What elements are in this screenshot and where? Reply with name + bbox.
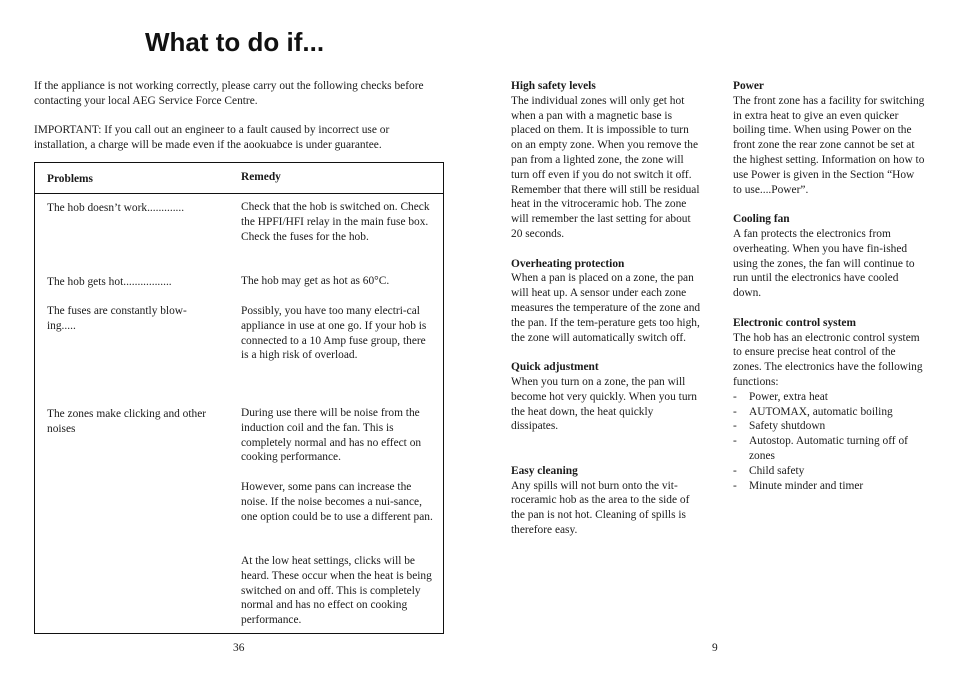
table-header <box>35 163 443 194</box>
remedy-cell: However, some pans can increase the noise. If the noise becomes a nui-sance, one option could be to use a different pan. <box>241 481 433 523</box>
list-item: - Minute minder and timer <box>733 479 925 494</box>
section-heading: Power <box>733 80 764 92</box>
section-text: The front zone has a facility for switching in extra heat to give an even quicker boiling time. When using Power on the front zone the rear zone cannot be set at the highest setting. Information on how to use Power is given in the Section “How to use....Power”. <box>733 94 925 196</box>
list-item: - AUTOMAX, automatic boiling <box>733 405 925 420</box>
problem-cell: The fuses are constantly blow-ing..... <box>47 305 187 332</box>
section-text: The hob has an electronic control system to ensure precise heat control of the zones. The electronics have the following functions: <box>733 331 923 388</box>
important-notice: IMPORTANT: If you call out an engineer to a fault caused by incorrect use or installation, a charge will be made even if the aookuabce is under guarantee. <box>34 124 390 151</box>
section-electronic-control <box>733 316 925 494</box>
section-text: Any spills will not burn onto the vit-roceramic hob as the area to the side of the pan is not hot. Cleaning of spills is therefore easy. <box>511 479 690 536</box>
page-number-right: 9 <box>712 642 718 654</box>
function-list <box>733 390 925 494</box>
section-safety <box>511 79 701 242</box>
section-heading: Quick adjustment <box>511 361 599 374</box>
remedy-cell: Possibly, you have too many electri-cal appliance in use at one go. If your hob is connected to a 10 Amp fuse group, there is a high risk of overload. <box>241 305 427 362</box>
section-heading: High safety levels <box>511 80 596 92</box>
section-text: A fan protects the electronics from overheating. When you have fin-ished using the zones, the fan will continue to run until the electronics have cooled down. <box>733 227 915 300</box>
page-title: What to do if... <box>145 27 325 57</box>
section-heading: Easy cleaning <box>511 464 578 477</box>
problem-cell: The zones make clicking and other noises <box>47 408 207 435</box>
troubleshooting-table <box>34 162 444 634</box>
remedy-cell: At the low heat settings, clicks will be heard. These occur when the heat is being switched on and off. This is completely normal and has no effect on cooking performance. <box>241 555 432 627</box>
list-item: - Autostop. Automatic turning off of zones <box>733 434 925 464</box>
section-easy-cleaning <box>511 464 701 538</box>
section-text: When you turn on a zone, the pan will become hot very quickly. When you turn the heat down, the heat quickly dissipates. <box>511 375 697 433</box>
problem-cell: The hob gets hot................. <box>47 276 172 288</box>
remedy-cell: The hob may get as hot as 60°C. <box>241 275 390 287</box>
page-number-left: 36 <box>233 642 245 654</box>
problem-cell: The hob doesn’t work............. <box>47 202 185 214</box>
features-column-2 <box>733 79 925 508</box>
intro-paragraph: If the appliance is not working correctly, please carry out the following checks before contacting your local AEG Service Force Centre. <box>34 80 424 107</box>
features-column-1 <box>511 79 701 553</box>
section-text: When a pan is placed on a zone, the pan will heat up. A sensor under each zone measures the temperature of the zone and the pan. If the tem-perature gets too high, the zone will automatically switch off. <box>511 272 701 344</box>
section-heading: Electronic control system <box>733 316 856 329</box>
remedy-cell: During use there will be noise from the induction coil and the fan. This is completely normal and has no effect on cooking performance. <box>241 407 422 464</box>
section-heading: Overheating protection <box>511 257 625 270</box>
remedy-cell: Check that the hob is switched on. Check the HPFI/HFI relay in the main fuse box. Check the fuses for the hob. <box>241 201 430 243</box>
section-quick-adjustment <box>511 360 701 434</box>
section-text: The individual zones will only get hot when a pan with a magnetic base is placed on them. It is impossible to turn on an empty zone. When you remove the pan from a lighted zone, the zone will turn off even if you do not switch it off. Remember that there will still be residual heat in the vitroceramic hob. The zone will remember the last setting for about 20 seconds. <box>511 94 700 240</box>
section-cooling-fan <box>733 212 925 301</box>
list-item: - Safety shutdown <box>733 419 925 434</box>
section-heading: Cooling fan <box>733 213 790 226</box>
header-remedy: Remedy <box>241 171 281 183</box>
list-item: - Child safety <box>733 464 925 479</box>
section-power <box>733 79 925 197</box>
list-item: - Power, extra heat <box>733 390 925 405</box>
section-overheating <box>511 257 701 346</box>
header-problems: Problems <box>47 173 93 185</box>
